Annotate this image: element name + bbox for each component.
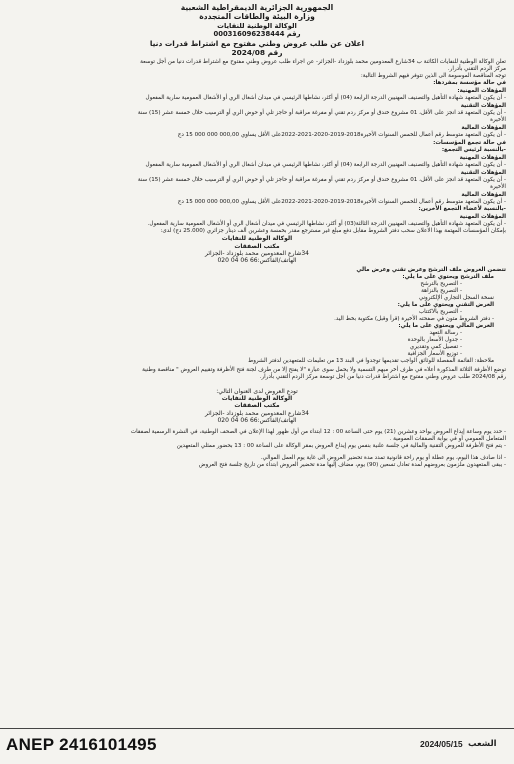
tech-offer-title: العرض التقني ويحتوي على ما يلي:	[397, 301, 494, 308]
single-fin-title: المؤهلات المالية	[461, 125, 506, 132]
group-fin-title: المؤهلات المالية	[461, 191, 506, 198]
members-prof-title: المؤهلات المهنية	[459, 213, 506, 220]
group-prof-text: - أن يكون المتعهد شهادة التأهيل والتصنيف المهنيين الدرجة الرابعة (04) أو أكثر، نشاطها الرئيسي في ميدان أشغال الري أو الأشغال العمومية سارية المفعول	[145, 161, 506, 168]
opening-note: - يتم فتح الأظرفة للعروض التقنية والمالية في جلسة علنية بنفس يوم إيداع العروض بمقر الوكالة على الساعة 00 : 13 بحضور ممثلي المتعهدين	[176, 442, 506, 449]
publication-date: 2024/05/15	[420, 739, 463, 749]
tech-offer-item: - التصريح بالاكتتاب	[8, 309, 506, 316]
group-tech-text: - أن يكون المتعهد قد انجز على الأقل، 01 مشروع خندق أو مركز ردم تقني أو مفرغة مراقبة أو حاجز تلي أو حوض الري أو الترسيب خلال خمسة عشر (15) سنة	[137, 176, 506, 183]
withdraw-agency: الوكالة الوطنية للنفايات	[221, 235, 293, 243]
deposit-phone: الهاتف/الفاكس:66 06 04 020	[217, 417, 297, 425]
withdraw-phone: الهاتف/الفاكس:66 06 04 020	[217, 257, 297, 265]
fee-note: بإمكان المؤسسات المهتمة بهذا الاعلان سحب دفتر الشروط مقابل دفع مبلغ غير مسترجع مقدر بخمسة وعشرين ألف دينار جزائري (25.000 دج) لدى:	[160, 228, 506, 235]
nif-number: رقم 000316096238444	[213, 30, 301, 39]
intro-line: تعلن الوكالة الوطنية للنفايات الكائنة ب 34شارع المعدومين محمد بلوزداد -الجزائر- عن اجراء طلب عروض وطني مفتوح مع اشتراط قدرات دنيا من أجل توسعة	[140, 59, 506, 65]
validity-note: - يبقى المتعهدون ملزمون بعروضهم لمدة تعادل تسعين (90) يوم، مضاف إليها مدة تحضير العروض ابتداء من تاريخ جلسة فتح العروض	[198, 461, 506, 468]
envelope-line: توضع الأظرفة الثلاثة المذكورة أعلاه في ظرف أخر مبهم التسمية ولا يحمل سوى عبارة "لا يفتح إلا من طرف لجنة فتح الأظرفة وتقييم العروض " مناقصة وطنية	[142, 367, 506, 374]
fin-offer-item: - تفصيل كمي وتقديري	[8, 344, 506, 351]
tender-note: - دفتر الشروط متون في صفحته الأخيرة (قرأ وقبل) مكتوبة بخط اليد.	[334, 316, 494, 323]
offers-intro: تتضمن العروض ملف الترشح وعرض تقني وعرض مالي	[356, 266, 506, 273]
single-tech-text: الأخيرة	[490, 117, 506, 124]
deposit-office: مكتب الصفقات	[234, 402, 280, 410]
deadline-paragraph	[8, 429, 506, 443]
anep-code: ANEP 2416101495	[6, 735, 157, 754]
deposit-agency: الوكالة الوطنية للنفايات	[221, 394, 293, 402]
ministry-header: وزارة البيئة والطاقات المتجددة	[199, 12, 315, 22]
single-prof-text: - أن يكون المتعهد شهادة التأهيل والتصنيف المهنيين الدرجة الرابعة (04) أو أكثر، نشاطها الرئيسي في ميدان أشغال الري أو الأشغال العمومية سارية المفعول	[145, 95, 506, 102]
intro-line: مركز الردم التقني بأدرار.	[447, 66, 506, 73]
fin-offer-item: - جدول الأسعار بالوحدة	[8, 337, 506, 344]
deadline-line: - حدد يوم وساعة إيداع العروض بواحد وعشرين (21) يوم حتى الساعة 00 : 12 ابتداء من أول ظهور لهذا الإعلان في الصحف الوطنية، في النشرة الرسمية لصفقات	[130, 428, 506, 435]
deposit-street: 34شارع المعدومين محمد بلوزداد -الجزائر	[205, 409, 309, 417]
envelope-line: رقم 2024/08 طلب عروض وطني مفتوح مع اشتراط قدرات دنيا من أجل توسعة مركز الردم التقني بأدرار.	[259, 374, 506, 381]
withdraw-address	[8, 235, 506, 265]
candidacy-file-item: - التصريح بالنزاهة	[8, 288, 506, 295]
deadline-line: المتعامل العمومي أو في بوابة الصفقات العمومية .	[389, 435, 506, 442]
agency-header: الوكالة الوطنية للنفايات	[217, 21, 297, 30]
withdraw-street: 34شارع المعدومين محمد بلوزداد -الجزائر	[205, 249, 309, 257]
withdraw-office: مكتب الصفقات	[234, 242, 280, 250]
group-title: في حالة تجمع المؤسسات:	[433, 139, 506, 146]
members-prof-text: - أن يكون المتعهد شهادة التأهيل والتصنيف المهنيين الدرجة الثالثة(03) أو أكثر، نشاطها الرئيسي في ميدان أشغال الري أو الأشغال العمومية سارية المفعول.	[147, 221, 506, 228]
group-prof-title: المؤهلات المهنية	[459, 154, 506, 161]
members-lead-title: -بالنسبة لأعضاء التجمع الأخرين:	[418, 205, 506, 212]
documents-note: ملاحظة: القائمة المفصلة للوثائق الواجب تقديمها توجدوا في البند 13 من تعليمات للمتعهدين لدفتر الشروط	[248, 358, 494, 365]
newspaper-name: الشعب	[468, 739, 497, 749]
envelope-paragraph	[8, 367, 506, 381]
deposit-address	[8, 388, 506, 425]
page-footer	[0, 728, 514, 764]
republic-header: الجمهورية الجزائرية الديمقراطية الشعبية	[180, 3, 334, 12]
nis-note: نسخة السجل التجاري الإلكتروني	[418, 294, 494, 301]
single-company-title: في حالة مؤسسة بمفردها:	[433, 80, 506, 87]
group-fin-text: - أن يكون المتعهد متوسط رقم أعمال للخمس السنوات الأخيرة2018-2019-2020-2021-2022على الأقل يساوي 000,00 000 000 15 دج	[177, 198, 506, 205]
candidacy-file-item: - التصريح بالترشح	[8, 281, 506, 288]
candidacy-note: توجه المناقصة الموسومة الى الذين تتوفر فيهم الشروط التالية:	[360, 73, 506, 80]
group-lead-title: -بالنسبة لرئيس التجمع:	[441, 146, 506, 153]
candidacy-file-title: ملف الترشح ويحتوي على ما يلي:	[402, 273, 494, 280]
deposit-title: تودع العروض لدى العنوان التالي:	[216, 387, 298, 395]
fin-offer-item: - توزيع الأسعار الجزافية	[8, 351, 506, 358]
fin-offer-item: - رسالة التعهد	[8, 330, 506, 337]
holiday-note: - اذا صادف هذا اليوم، يوم عطلة أو يوم راحة قانونية تمدد مدة تحضير العروض الى غاية يوم العمل الموالي.	[260, 454, 506, 461]
announcement-title: اعلان عن طلب عروض وطني مفتوح مع اشتراط قدرات دنيا	[149, 39, 365, 48]
single-tech-title: المؤهلات التقنية	[460, 103, 506, 110]
announcement-number: رقم 2024/08	[231, 48, 283, 57]
single-fin-text: - أن يكون المتعهد متوسط رقم أعمال للخمس السنوات الأخيرة2018-2019-2020-2021-2022على الأقل يساوي 000,00 000 000 15 دج	[177, 132, 506, 139]
intro-paragraph	[8, 59, 506, 73]
fin-offer-title: العرض المالي ويحتوي على ما يلي:	[398, 323, 494, 330]
group-tech-title: المؤهلات التقنية	[460, 169, 506, 176]
group-tech-text: الأخيرة	[490, 183, 506, 190]
single-prof-title: المؤهلات المهنية:	[457, 88, 506, 95]
single-tech-text: - أن يكون المتعهد قد انجز على الأقل، 01 مشروع خندق أو مركز ردم تقني أو مفرغة مراقبة أو حاجز تلي أو حوض الري أو الترسيب خلال خمسة عشر (15) سنة	[137, 110, 506, 117]
